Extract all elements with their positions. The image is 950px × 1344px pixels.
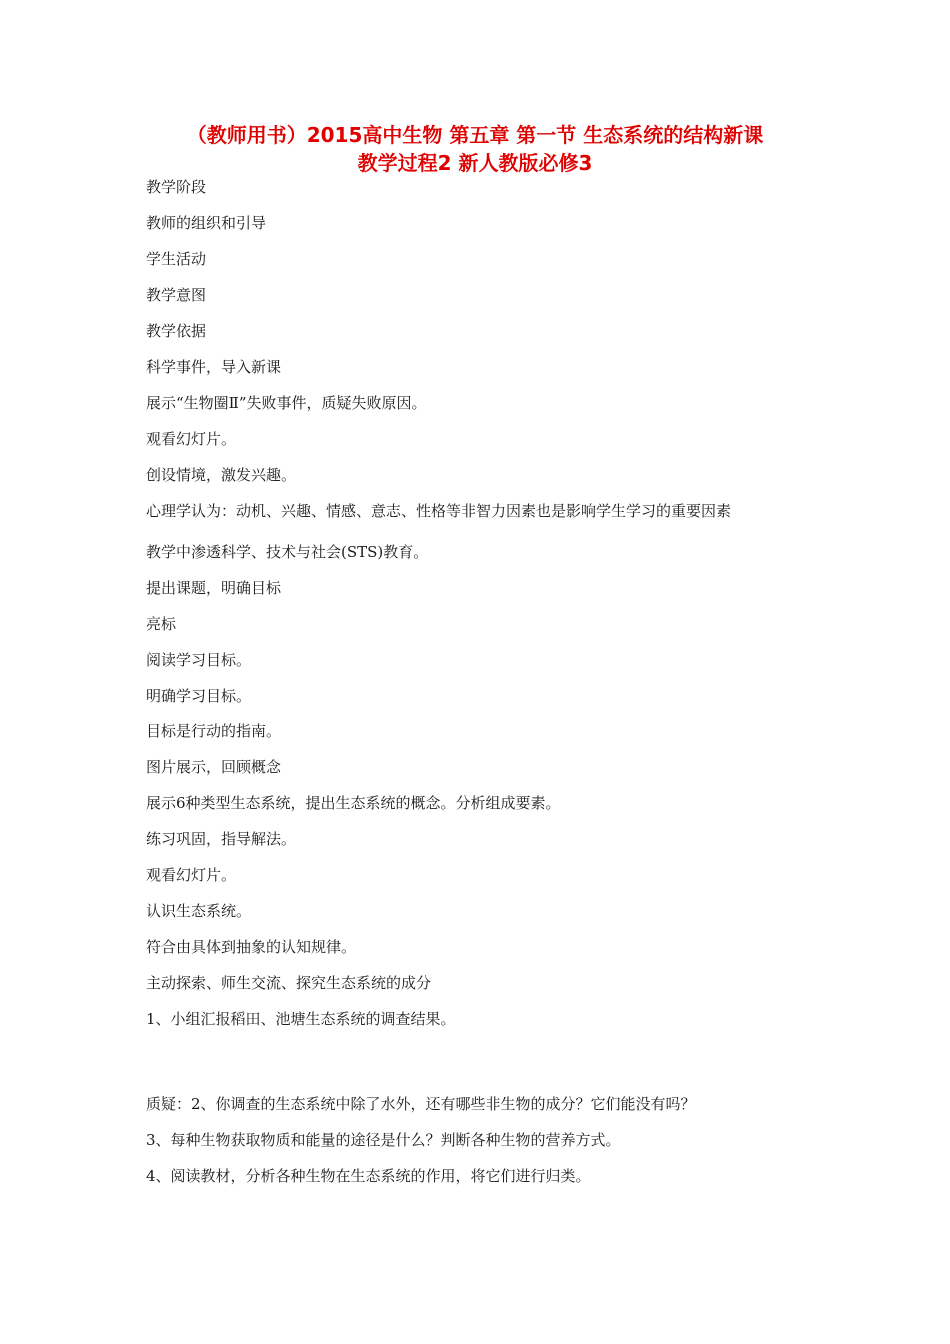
body-line: 教师的组织和引导	[146, 214, 267, 232]
body-line: 教学阶段	[146, 178, 207, 196]
body-line: 目标是行动的指南。	[146, 722, 282, 740]
body-line: 阅读学习目标。	[146, 651, 252, 669]
body-line: 亮标	[146, 615, 177, 633]
body-line: 教学依据	[146, 322, 207, 340]
body-line: 教学意图	[146, 286, 207, 304]
body-line: 观看幻灯片。	[146, 430, 237, 448]
body-line: 主动探索、师生交流、探究生态系统的成分	[146, 974, 432, 992]
document-title-line-1: （教师用书）2015高中生物 第五章 第一节 生态系统的结构新课	[186, 123, 764, 147]
body-line: 符合由具体到抽象的认知规律。	[146, 938, 357, 956]
body-line: 观看幻灯片。	[146, 866, 237, 884]
body-line: 心理学认为：动机、兴趣、情感、意志、性格等非智力因素也是影响学生学习的重要因素	[146, 502, 732, 520]
body-line: 提出课题，明确目标	[146, 579, 282, 597]
body-line: 质疑：2、你调查的生态系统中除了水外，还有哪些非生物的成分？它们能没有吗？	[146, 1095, 696, 1113]
document-title-line-2: 教学过程2 新人教版必修3	[357, 151, 593, 175]
body-line: 科学事件，导入新课	[146, 358, 282, 376]
body-line: 学生活动	[146, 250, 207, 268]
body-line: 4、阅读教材，分析各种生物在生态系统的作用，将它们进行归类。	[146, 1167, 591, 1185]
body-line: 练习巩固，指导解法。	[146, 830, 297, 848]
body-line: 教学中渗透科学、技术与社会(STS)教育。	[146, 543, 429, 561]
body-line: 1、小组汇报稻田、池塘生态系统的调查结果。	[146, 1010, 456, 1028]
body-line: 认识生态系统。	[146, 902, 252, 920]
body-line: 图片展示，回顾概念	[146, 758, 282, 776]
body-line: 创设情境，激发兴趣。	[146, 466, 297, 484]
body-line: 展示“生物圈Ⅱ”失败事件，质疑失败原因。	[146, 394, 427, 412]
body-line: 3、每种生物获取物质和能量的途径是什么？判断各种生物的营养方式。	[146, 1131, 621, 1149]
body-line: 明确学习目标。	[146, 687, 252, 705]
body-line: 展示6种类型生态系统，提出生态系统的概念。分析组成要素。	[146, 794, 561, 812]
